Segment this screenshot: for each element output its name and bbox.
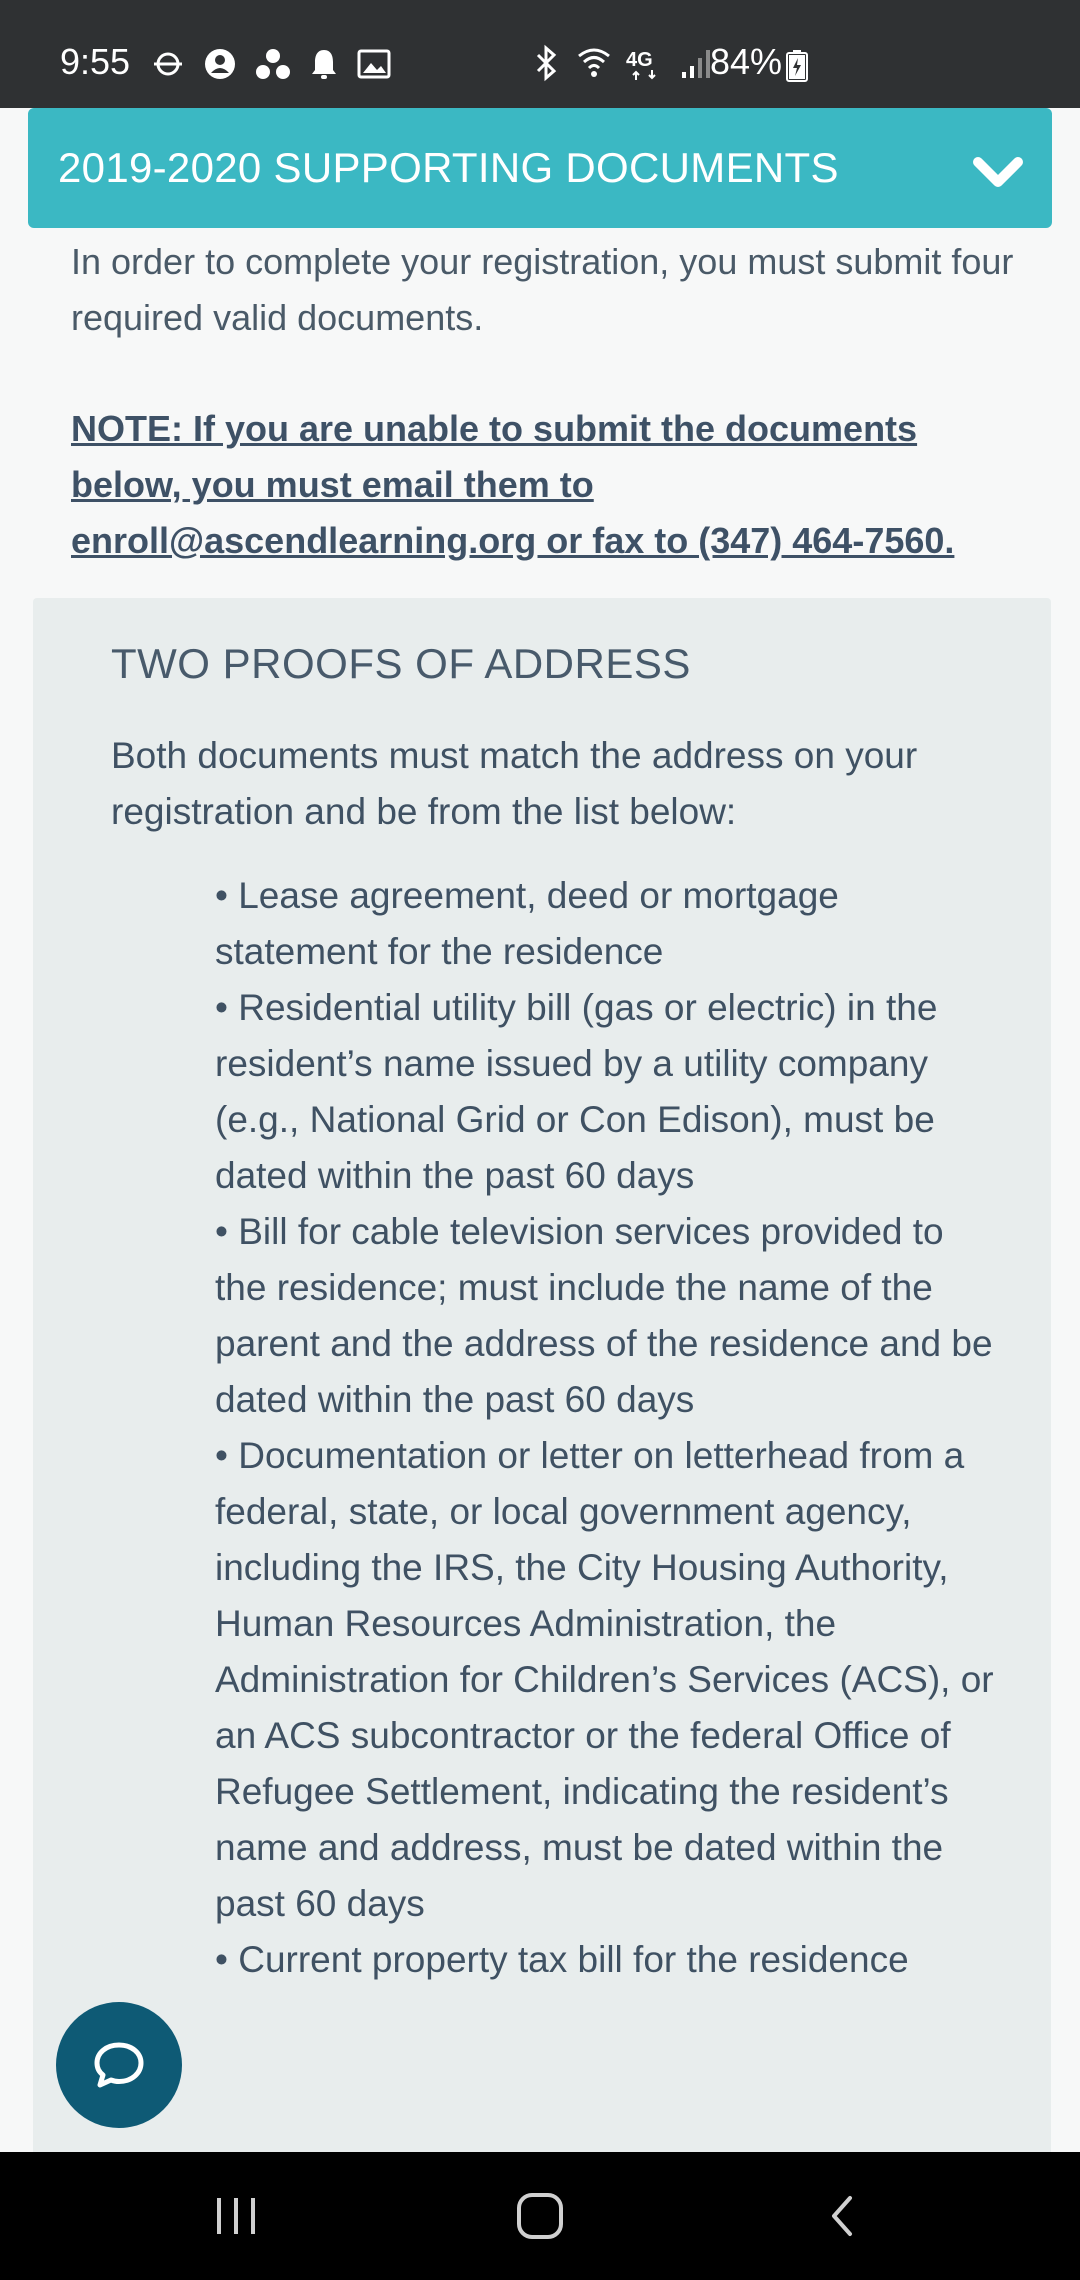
- note-text[interactable]: NOTE: If you are unable to submit the documents below, you must email them to enroll@ascendlearning.org or fax to (347) 464-7560.: [71, 408, 955, 561]
- proofs-of-address-card: [33, 598, 1051, 2158]
- chevron-down-icon[interactable]: [970, 144, 1026, 200]
- svg-text:4G: 4G: [626, 49, 653, 71]
- list-item: • Documentation or letter on letterhead from a federal, state, or local government agency, including the IRS, the City Housing Authority, Human Resources Administration, the Administration for Children’s Services (ACS), or an ACS subcontractor or the federal Office of Refugee Settlement, indicating the resident’s name and address, must be dated within the past 60 days: [215, 1435, 994, 1924]
- list-item: • Residential utility bill (gas or electric) in the resident’s name issued by a utility company (e.g., National Grid or Con Edison), must be dated within the past 60 days: [215, 987, 938, 1196]
- status-icons-right: [532, 44, 714, 82]
- home-button[interactable]: [510, 2188, 570, 2244]
- accordion-title: 2019-2020 SUPPORTING DOCUMENTS: [58, 144, 839, 191]
- 4g-lte-icon: [626, 44, 666, 82]
- status-bar: [0, 0, 1080, 108]
- back-button[interactable]: [812, 2188, 872, 2244]
- document-list: [215, 868, 1005, 1988]
- recent-apps-icon: [211, 2194, 261, 2238]
- status-icons-left: [150, 46, 392, 82]
- signal-icon: [680, 44, 714, 82]
- chat-bubble-icon: [89, 2035, 149, 2095]
- home-icon: [514, 2190, 566, 2242]
- recent-apps-button[interactable]: [206, 2188, 266, 2244]
- battery-charging-icon: [786, 50, 808, 82]
- navigation-bar: [0, 2152, 1080, 2280]
- card-heading: TWO PROOFS OF ADDRESS: [111, 640, 691, 687]
- wifi-icon: [576, 44, 612, 82]
- back-icon: [822, 2192, 862, 2240]
- chat-button[interactable]: [56, 2002, 182, 2128]
- list-item: • Current property tax bill for the residence: [215, 1939, 909, 1980]
- list-item: • Lease agreement, deed or mortgage statement for the residence: [215, 875, 839, 972]
- notification-bell-icon: [308, 46, 340, 82]
- battery-percent: 84%: [710, 41, 783, 82]
- status-time: 9:55: [60, 41, 131, 82]
- list-item: • Bill for cable television services provided to the residence; must include the name of the parent and the address of the residence and be dated within the past 60 days: [215, 1211, 993, 1420]
- supporting-documents-accordion-header[interactable]: [28, 108, 1052, 228]
- community-icon: [254, 46, 292, 82]
- bluetooth-icon: [532, 44, 562, 82]
- intro-text: In order to complete your registration, you must submit four required valid documents.: [71, 241, 1014, 338]
- card-description: Both documents must match the address on your registration and be from the list below:: [111, 735, 918, 832]
- image-icon: [356, 46, 392, 82]
- account-icon: [202, 46, 238, 82]
- data-saver-icon: [150, 46, 186, 82]
